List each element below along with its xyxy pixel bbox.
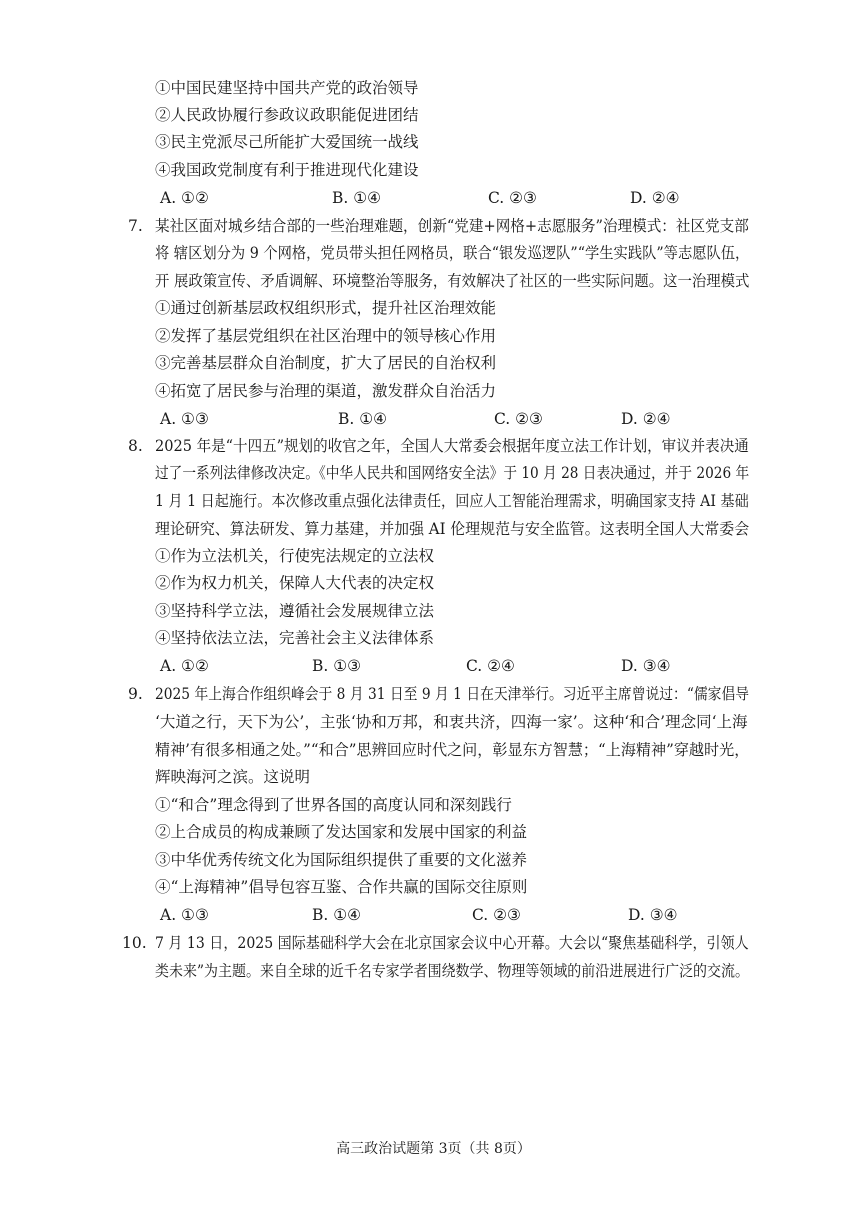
q8-stem-line-1: 2025 年是“十四五”规划的收官之年，全国人大常委会根据年度立法工作计划，审议并表决通: [155, 437, 749, 455]
q7-stem-line-1: 某社区面对城乡结合部的一些治理难题，创新“党建+网格+志愿服务”治理模式：社区党支部: [155, 217, 749, 235]
q8-stem-line-2: 过了一系列法律修改决定。《中华人民共和国网络安全法》于 10 月 28 日表决通过，并于 2026 年: [155, 464, 750, 482]
q7-option-2: ②发挥了基层党组织在社区治理中的领导核心作用: [155, 327, 497, 345]
q7-option-1: ①通过创新基层政权组织形式，提升社区治理效能: [155, 299, 497, 317]
q8-choice-b: B. ①③: [312, 657, 362, 675]
q7-choice-a: A. ①③: [160, 410, 209, 428]
q9-choice-c: C. ②③: [472, 906, 521, 924]
q9-option-2: ②上合成员的构成兼顾了发达国家和发展中国家的利益: [155, 823, 528, 841]
page-footer: 高三政治试题第 3页（共 8页）: [336, 1141, 531, 1157]
q7-option-4: ④拓宽了居民参与治理的渠道，激发群众自治活力: [155, 382, 497, 400]
q8-option-1: ①作为立法机关，行使宪法规定的立法权: [155, 547, 435, 565]
q8-choice-a: A. ①②: [160, 657, 209, 675]
q8-option-3: ③坚持科学立法，遵循社会发展规律立法: [155, 602, 435, 620]
q9-number: 9.: [128, 685, 143, 703]
q9-stem-line-4: 辉映海河之滨。这说明: [155, 768, 311, 786]
q8-option-2: ②作为权力机关，保障人大代表的决定权: [155, 574, 435, 592]
q10-stem-line-1: 7 月 13 日，2025 国际基础科学大会在北京国家会议中心开幕。大会以“聚焦基础科学，引领人: [155, 934, 749, 952]
q9-option-3: ③中华优秀传统文化为国际组织提供了重要的文化滋养: [155, 851, 528, 869]
q9-stem-line-1: 2025 年上海合作组织峰会于 8 月 31 日至 9 月 1 日在天津举行。习近平主席曾说过：“儒家倡导: [155, 685, 750, 703]
q7-choice-d: D. ②④: [621, 410, 671, 428]
q6-choice-d: D. ②④: [630, 189, 680, 207]
q9-stem-line-3: 精神’有很多相通之处。”“和合”思辨回应时代之问，彰显东方智慧；“上海精神”穿越时光，: [155, 741, 750, 759]
q7-choice-b: B. ①④: [338, 410, 388, 428]
q6-option-1: ①中国民建坚持中国共产党的政治领导: [155, 79, 419, 97]
q6-option-3: ③民主党派尽己所能扩大爱国统一战线: [155, 133, 419, 151]
q6-choice-c: C. ②③: [488, 189, 537, 207]
q9-choice-b: B. ①④: [312, 906, 362, 924]
q6-choice-a: A. ①②: [160, 189, 209, 207]
q9-choices: [160, 905, 720, 925]
q9-choice-d: D. ③④: [628, 906, 678, 924]
q8-choice-d: D. ③④: [621, 657, 671, 675]
q7-choice-c: C. ②③: [494, 410, 543, 428]
q8-number: 8.: [128, 437, 143, 455]
q7-stem-line-2: 将 辖区划分为 9 个网格，党员带头担任网格员，联合“银发巡逻队”“学生实践队”等志愿队伍，: [155, 244, 750, 262]
q8-stem-line-3: 1 月 1 日起施行。本次修改重点强化法律责任，回应人工智能治理需求，明确国家支持 AI 基础: [155, 492, 749, 510]
q10-number: 10.: [122, 934, 147, 952]
q10-stem-line-2: 类未来”为主题。来自全球的近千名专家学者围绕数学、物理等领域的前沿进展进行广泛的交流。: [155, 962, 749, 980]
q7-stem-line-3: 开 展政策宣传、矛盾调解、环境整治等服务，有效解决了社区的一些实际问题。这一治理模式: [155, 272, 750, 290]
q8-choices: [160, 656, 720, 676]
q7-option-3: ③完善基层群众自治制度，扩大了居民的自治权利: [155, 354, 497, 372]
q8-choice-c: C. ②④: [466, 657, 515, 675]
q9-stem-line-2: ‘大道之行，天下为公’，主张‘协和万邦，和衷共济，四海一家’。这种‘和合’理念同‘上海: [155, 713, 748, 731]
q8-option-4: ④坚持依法立法，完善社会主义法律体系: [155, 629, 435, 647]
q7-choices: [160, 409, 720, 429]
q8-stem-line-4: 理论研究、算法研发、算力基建，并加强 AI 伦理规范与安全监管。这表明全国人大常委会: [155, 520, 750, 538]
q9-choice-a: A. ①③: [160, 906, 209, 924]
q6-option-4: ④我国政党制度有利于推进现代化建设: [155, 161, 419, 179]
q9-option-1: ①“和合”理念得到了世界各国的高度认同和深刻践行: [155, 796, 512, 814]
q6-option-2: ②人民政协履行参政议政职能促进团结: [155, 106, 419, 124]
q6-choices: [160, 188, 720, 208]
q7-number: 7.: [128, 217, 143, 235]
q6-choice-b: B. ①④: [332, 189, 382, 207]
q9-option-4: ④“上海精神”倡导包容互鉴、合作共赢的国际交往原则: [155, 878, 528, 896]
